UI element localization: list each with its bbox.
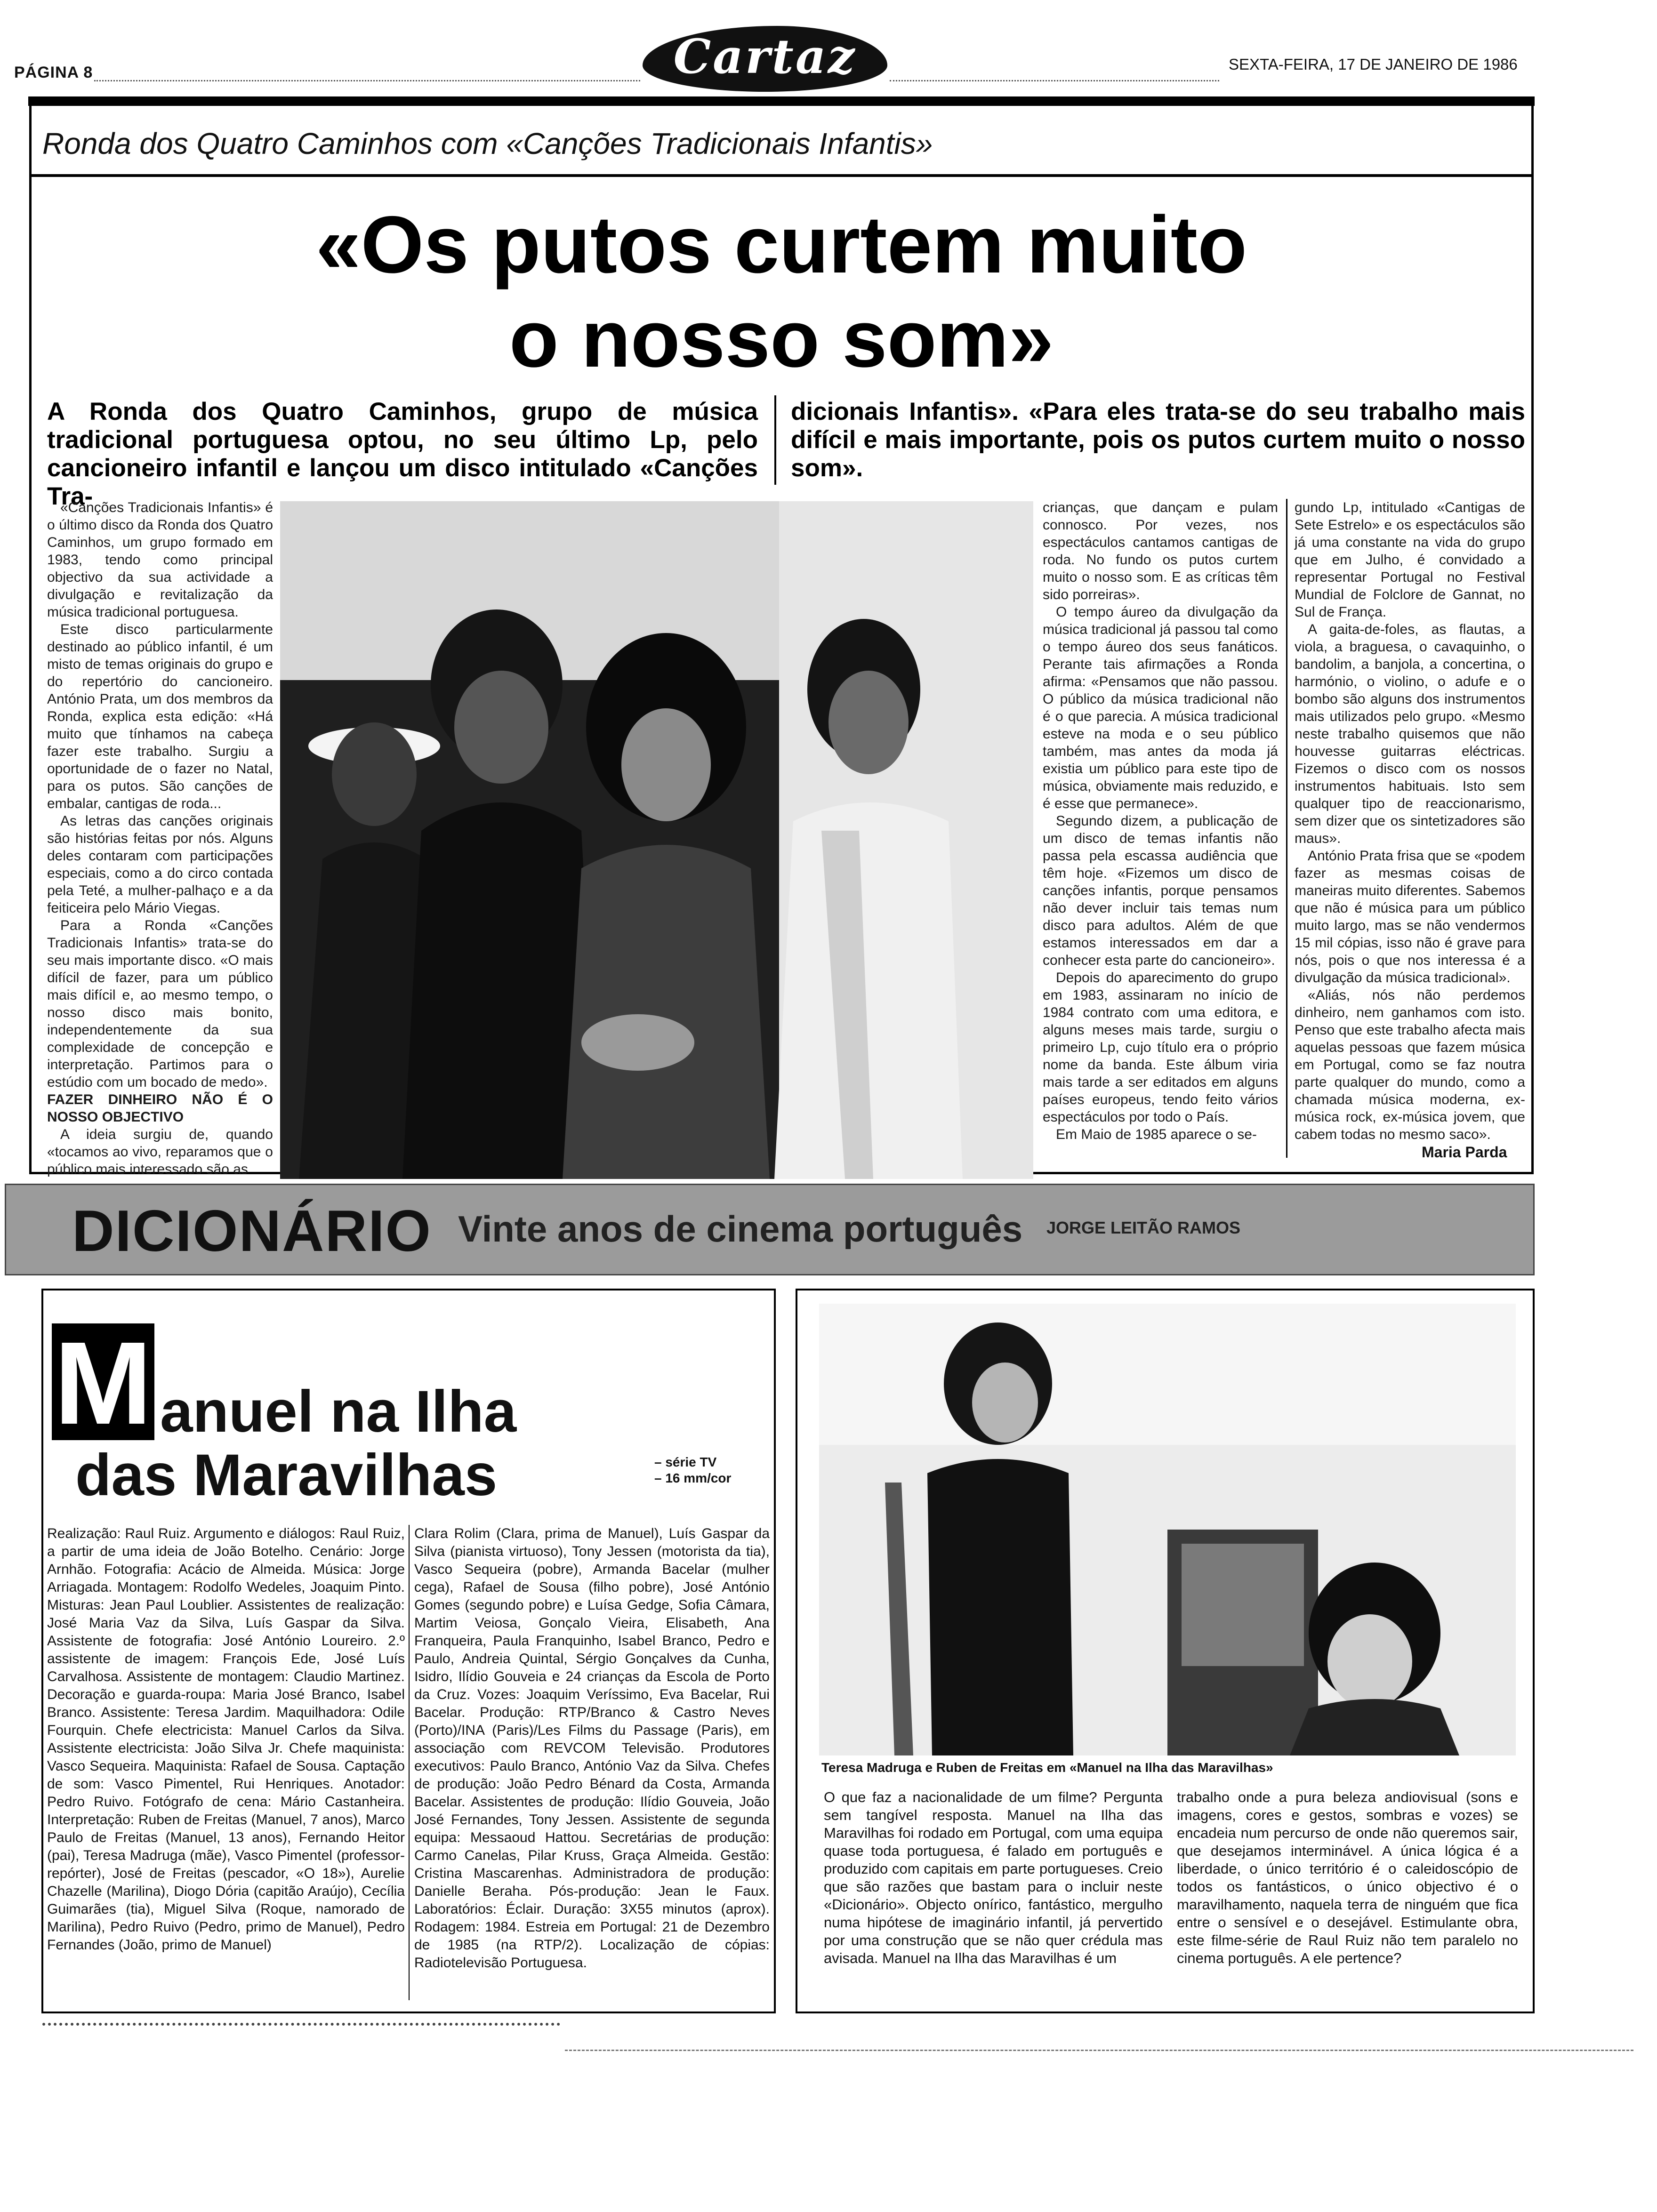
paragraph: António Prata frisa que se «podem fazer as mesmas coisas de maneiras muito diferentes. Sabemos que não é música para um público muito largo, mas se não vendermos 15 mil cópias, isso não é grave para nós, pois o que nos interessa é a divulgação da música tradicional». (1295, 848, 1525, 986)
film-still-photo (819, 1304, 1516, 1755)
review-column-1: O que faz a nacionalidade de um filme? Pergunta sem tangível resposta. Manuel na Ilha das Maravilhas foi rodado em Portugal, com uma equipa quase toda portuguesa, é falado em português e produzido com capitais em parte portugueses. Creio que são razões que bastam para o incluir neste «Dicionário». Objecto onírico, fantástico, mergulho numa hipótese de imaginário infantil, já pervertido por uma construção que se não quer crédula mas avisada. Manuel na Ilha das Maravilhas é um (824, 1789, 1163, 1966)
paragraph: gundo Lp, intitulado «Cantigas de Sete Estrelo» e os espectáculos são já uma constante na vida do grupo que em Julho, é convidado a representar Portugal no Festival Mundial de Folclore de Gannat, no Sul de França. (1295, 500, 1525, 620)
headline-line1: «Os putos curtem muito (315, 200, 1247, 290)
kicker-rule (29, 174, 1534, 177)
lead-right: dicionais Infantis». «Para eles trata-se do seu trabalho mais difícil e mais importante, pois os putos curtem muito o nosso som». (791, 398, 1525, 482)
format-film: – 16 mm/cor (654, 1471, 732, 1485)
headline-line2: o nosso som» (509, 294, 1054, 384)
header-dotted-line-right (890, 80, 1219, 81)
paragraph: O tempo áureo da divulgação da música tradicional já passou tal como o tempo áureo dos seus fanáticos. Perante tais afirmações a Ronda afirma: «Pensamos que não passou. O público da música tradicional não é o que parecia. A música tradicional esteve na moda e o seu público também, mas antes da moda já existia um público para este tipo de música, obviamente mais reduzido, e é esse que permanece». (1043, 604, 1278, 811)
article1-column-1 (47, 499, 273, 1178)
paragraph: Em Maio de 1985 aparece o se- (1056, 1127, 1257, 1142)
banner-subtitle: Vinte anos de cinema português (458, 1208, 1023, 1250)
paragraph: Segundo dizem, a publicação de um disco de temas infantis não passa pela escassa audiência que têm hoje. «Fizemos um disco de canções infantis, porque pensamos não dever incluir tais temas num disco para adultos. Além de que estamos interessados em dar a conhecer esta parte do cancioneiro». (1043, 813, 1278, 968)
article1-headline (28, 198, 1535, 386)
paragraph: «Aliás, nós não perdemos dinheiro, nem ganhamos com isto. Penso que este trabalho afecta mais aquelas pessoas que fazem música em Portugal, como se faz noutra parte qualquer do mundo, como a chamada música moderna, ex-música rock, ex-música jovem, que cabem todas no mesmo saco». (1295, 987, 1525, 1142)
paragraph: Este disco particularmente destinado ao público infantil, é um misto de temas originais do grupo e do repertório do cancioneiro. António Prata, um dos membros da Ronda, explica esta edição: «Há muito que tínhamos na cabeça fazer este trabalho. Surgiu a oportunidade de o fazer no Natal, para os putos. São canções de embalar, cantigas de roda... (47, 622, 273, 811)
photo-caption: Teresa Madruga e Ruben de Freitas em «Manuel na Ilha das Maravilhas» (821, 1760, 1273, 1775)
paragraph: A ideia surgiu de, quando «tocamos ao vivo, reparamos que o público mais interessado são as (47, 1127, 273, 1177)
dropcap (52, 1317, 154, 1449)
masthead-logo-text: Cartaz (673, 29, 857, 84)
article2-title-line2: das Maravilhas (75, 1443, 498, 1508)
dicionario-banner (5, 1184, 1535, 1275)
page-number: PÁGINA 8 (14, 64, 93, 81)
dropcap-letter: M (54, 1317, 153, 1449)
credits-divider (409, 1525, 410, 2000)
article1-column-2 (1043, 499, 1278, 1143)
film-still-illustration (819, 1304, 1516, 1755)
article2-title-line1: anuel na Ilha (160, 1379, 517, 1444)
paragraph: Depois do aparecimento do grupo em 1983, assinaram no início de 1984 contrato com uma editora, e alguns meses mais tarde, surgiu o primeiro Lp, cujo título era o próprio nome da banda. Este álbum viria mais tarde a ser editados em alguns países europeus, tendo feito vários espectáculos por todo o País. (1043, 970, 1278, 1125)
article1-kicker: Ronda dos Quatro Caminhos com «Canções Tradicionais Infantis» (42, 127, 933, 160)
masthead-logo (643, 26, 887, 92)
paragraph: crianças, que dançam e pulam connosco. Por vezes, nos espectáculos cantamos cantigas de roda. No fundo os putos curtem muito o nosso som. E as críticas têm sido porreiras». (1043, 500, 1278, 602)
column-divider (1286, 499, 1287, 1158)
byline: Maria Parda (1422, 1144, 1507, 1161)
article1-column-3 (1295, 499, 1525, 1143)
paragraph: «Canções Tradicionais Infantis» é o último disco da Ronda dos Quatro Caminhos, um grupo formado em 1983, tendo como principal objectivo da sua actividade a divulgação e revitalização da música tradicional portuguesa. (47, 500, 273, 620)
lead-divider (774, 395, 776, 485)
banner-title: DICIONÁRIO (72, 1199, 432, 1264)
band-photo-illustration (280, 501, 1033, 1179)
band-photo (280, 501, 1033, 1179)
paragraph: A gaita-de-foles, as flautas, a viola, a braguesa, o cavaquinho, o bandolim, a banjola, a concertina, o harmónio, o violino, o adufe e o bombo são alguns dos instrumentos mais utilizados pelo grupo. «Mesmo neste trabalho quisemos que não houvesse guitarras eléctricas. Fizemos o disco com os nossos instrumentos habituais. Isto sem qualquer tipo de reaccionarismo, sem dizer que os sintetizadores são maus». (1295, 622, 1525, 846)
header-dotted-line-left (94, 80, 640, 81)
paragraph: Para a Ronda «Canções Tradicionais Infantis» trata-se do seu mais importante disco. «O mais difícil de fazer, para um público mais difícil e, ao mesmo tempo, o nosso disco mais bonito, independentemente da sua complexidade de concepção e interpretação. Partimos para o estúdio com um bocado de medo». (47, 918, 273, 1090)
bottom-dotted-rule (42, 2023, 560, 2026)
format-info (654, 1454, 731, 1486)
header-rule (28, 96, 1535, 106)
format-series: – série TV (654, 1455, 717, 1469)
paragraph: As letras das canções originais são histórias feitas por nós. Alguns deles contaram com participações especiais, como a do circo contada pela Teté, a mulher-palhaço e a da feiticeira pelo Mário Viegas. (47, 813, 273, 916)
header-date: SEXTA-FEIRA, 17 DE JANEIRO DE 1986 (1229, 56, 1518, 73)
credits-column-1: Realização: Raul Ruiz. Argumento e diálogos: Raul Ruiz, a partir de uma ideia de João Botelho. Cenário: Jorge Arnhão. Fotografia: Acácio de Almeida. Música: Jorge Arriagada. Montagem: Rodolfo Wedeles, Joaquim Pinto. Misturas: Jean Paul Loublier. Assistentes de realização: José Maria Vaz da Silva, Luís Gaspar da Silva. Assistente de fotografia: José António Loureiro. 2.º assistente de imagem: François Ede, José Luís Carvalhosa. Assistente de montagem: Claudio Martinez. Decoração e guarda-roupa: Maria José Branco, Isabel Branco. Assistente: Teresa Jardim. Maquilhadora: Odile Fourquin. Chefe electricista: Manuel Carlos da Silva. Assistente electricista: João Silva Jr. Chefe maquinista: Vasco Sequeira. Maquinista: Rafael de Sousa. Captação de som: Vasco Pimentel, Rui Henriques. Anotador: Pedro Ruivo. Fotógrafo de cena: Mário Castanheira. Interpretação: Ruben de Freitas (Manuel, 7 anos), Marco Paulo de Freitas (Manuel, 13 anos), Fernando Heitor (pai), Teresa Madruga (mãe), Vasco Pimentel (professor-repórter), José de Freitas (pescador, «O 18»), Aurelie Chazelle (Marilina), Diogo Dória (capitão Araújo), Cecília Guimarães (tia), Miguel Silva (Roque, namorado de Marilina), Pedro Ruivo (Pedro, primo de Manuel), Pedro Fernandes (João, primo de Manuel) (47, 1526, 405, 1953)
bottom-rule (565, 2050, 1633, 2051)
subheading: FAZER DINHEIRO NÃO É O NOSSO OBJECTIVO (47, 1092, 273, 1125)
banner-author: JORGE LEITÃO RAMOS (1046, 1218, 1241, 1237)
credits-column-2: Clara Rolim (Clara, prima de Manuel), Luís Gaspar da Silva (pianista virtuoso), Tony Jessen (motorista da tia), Vasco Sequeira (pobre), Armanda Bacelar (mulher cega), Rafael de Sousa (filho pobre), José António Gomes (segundo pobre) e Luísa Gedge, Sofia Câmara, Martim Veiosa, Gonçalo Vieira, Elisabeth, Ana Franqueira, Paula Franquinho, Isabel Branco, Pedro e Paulo, Andreia Quintal, Sérgio Gonçalves da Cunha, Isidro, Ilídio Gouveia e 24 crianças da Escola de Porto da Cruz. Vozes: Joaquim Veríssimo, Eva Bacelar, Rui Bacelar. Produção: RTP/Branco & Castro Neves (Porto)/INA (Paris)/Les Films du Passage (Paris), em associação com REVCOM Televisão. Produtores executivos: Paulo Branco, António Vaz da Silva. Chefes de produção: João Pedro Bénard da Costa, Armanda Bacelar. Assistentes de produção: Ilídio Gouveia, João José Fernandes, Tony Jessen. Assistente de segunda equipa: Messaoud Hattou. Secretárias de produção: Carmo Canelas, Pilar Kruss, Graça Almeida. Gestão: Cristina Mascarenhas. Administradora de produção: Danielle Beraha. Pós-produção: Jean le Faux. Laboratórios: Éclair. Duração: 3X55 minutos (aprox). Rodagem: 1984. Estreia em Portugal: 21 de Dezembro de 1985 (na RTP/2). Localização de cópias: Radiotelevisão Portuguesa. (414, 1526, 770, 1971)
review-column-2: trabalho onde a pura beleza andiovisual (sons e imagens, cores e gestos, sombras e vozes) se encadeia num percurso de onde não queremos sair, que desejamos interminável. A única lógica é a liberdade, o único território é o caleidoscópio de todos os fantásticos, o único objectivo é o maravilhamento, naquela terra de ninguém que fica entre o sensível e o desejável. Estimulante obra, este filme-série de Raul Ruiz não tem paralelo no cinema português. A ele pertence? (1177, 1789, 1518, 1966)
lead-left: A Ronda dos Quatro Caminhos, grupo de música tradicional portuguesa optou, no seu último Lp, pelo cancioneiro infantil e lançou um disco intitulado «Canções Tra- (47, 398, 758, 510)
